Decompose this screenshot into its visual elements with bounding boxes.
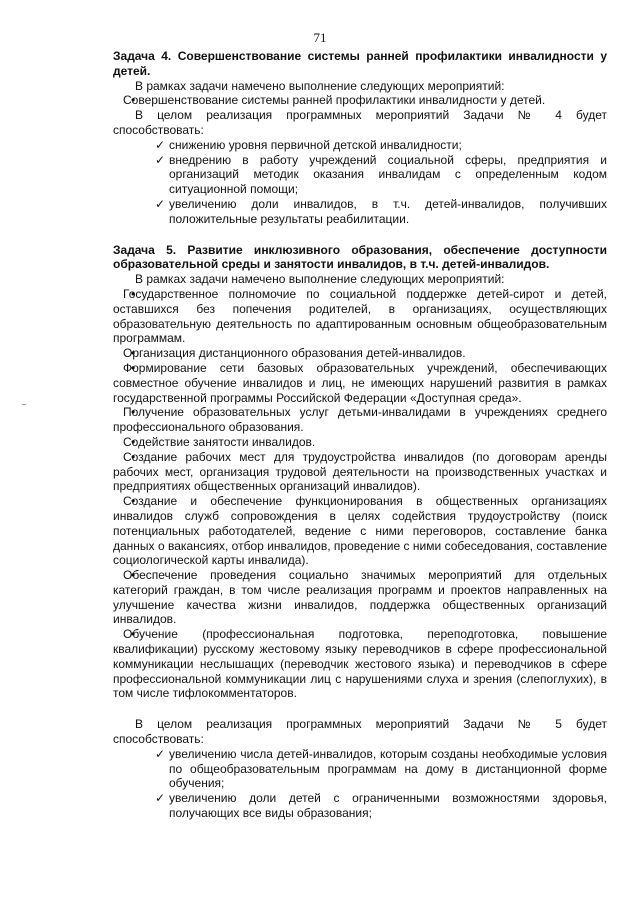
task4-result-line2: способствовать: bbox=[113, 122, 204, 137]
task5-activity-text: Обеспечение проведения социально значимых мероприятий для отдельных категорий граждан, в том числе реализация программ и проектов направленных на улучшение качества жизни инвалидов, поддержка общественных организаций инвалидов. bbox=[113, 568, 607, 627]
task4-result-item bbox=[155, 138, 607, 153]
task5-activity-text: Обучение (профессиональная подготовка, переподготовка, повышение квалификации) русскому жестовому языку переводчиков в сфере профессиональной коммуникации неслышащих (переводчик жестового языка) и переводчиков в сфере профессиональной коммуникации лиц с нарушениями слуха и зрения (слепоглухих), в том числе тифлокомментаторов. bbox=[113, 627, 607, 701]
task4-result-item bbox=[155, 153, 607, 197]
task5-activity bbox=[113, 346, 607, 361]
task5-activity bbox=[113, 405, 607, 435]
task5-activity bbox=[113, 494, 607, 568]
task5-result-line1: В целом реализация программных мероприятий Задачи № 5 будет bbox=[135, 717, 607, 732]
task5-result-text: увеличению числа детей-инвалидов, которым созданы необходимые условия по общеобразовательным программам на дому в дистанционной форме обучения; bbox=[169, 746, 607, 791]
task4-heading: Задача 4. Совершенствование системы ранней профилактики инвалидности у детей. bbox=[113, 49, 607, 78]
task5-result-text: увеличению доли детей с ограниченными возможностями здоровья, получающих все виды образования; bbox=[169, 791, 607, 821]
page-number: 71 bbox=[313, 30, 327, 45]
task5-activity-text: Получение образовательных услуг детьми-инвалидами в учреждениях среднего профессионального образования. bbox=[113, 405, 607, 435]
task5-activity bbox=[113, 450, 607, 494]
task4-result-item bbox=[155, 197, 607, 227]
task4-result-text: снижению уровня первичной детской инвалидности; bbox=[169, 137, 462, 152]
task5-activity-text: Формирование сети базовых образовательных учреждений, обеспечивающих совместное обучение инвалидов и лиц, не имеющих нарушений развития в рамках государственной программы Российской Федерации «Доступная среда». bbox=[113, 360, 607, 405]
task5-activity bbox=[113, 287, 607, 346]
check-icon: ✓ bbox=[155, 791, 166, 806]
task5-activity-text: Содействие занятости инвалидов. bbox=[123, 434, 316, 449]
task4-activity bbox=[113, 93, 607, 108]
task5-activity-text: Создание рабочих мест для трудоустройства инвалидов (по договорам аренды рабочих мест, организация трудовой деятельности на производственных участках и предприятиях общественных организаций инвалидов). bbox=[113, 449, 607, 494]
margin-mark bbox=[22, 404, 26, 405]
spacer bbox=[113, 227, 607, 243]
task5-heading: Задача 5. Развитие инклюзивного образования, обеспечение доступности образовательной среды и занятости инвалидов, в т.ч. детей-инвалидов. bbox=[113, 242, 607, 272]
task4-intro: В рамках задачи намечено выполнение следующих мероприятий: bbox=[135, 78, 505, 93]
task5-result-item bbox=[155, 791, 607, 821]
task5-activity-text: Организация дистанционного образования детей-инвалидов. bbox=[123, 346, 466, 361]
task4-activity-text: Совершенствование системы ранней профилактики инвалидности у детей. bbox=[123, 93, 546, 108]
task5-activity bbox=[113, 568, 607, 627]
task4-result-text: увеличению доли инвалидов, в т.ч. детей-инвалидов, получивших положительные результаты реабилитации. bbox=[169, 196, 607, 226]
task4-result-line1: В целом реализация программных мероприятий Задачи № 4 будет bbox=[135, 108, 607, 123]
task5-activity bbox=[113, 435, 607, 450]
task5-result-item bbox=[155, 747, 607, 791]
check-icon: ✓ bbox=[155, 137, 166, 152]
task5-activity bbox=[113, 627, 607, 701]
task4-result-text: внедрению в работу учреждений социальной сферы, предприятия и организаций методик оказания инвалидам с определенным кодом ситуационной помощи; bbox=[169, 152, 607, 197]
task5-result-line2: способствовать: bbox=[113, 732, 204, 747]
task5-intro: В рамках задачи намечено выполнение следующих мероприятий: bbox=[135, 272, 505, 287]
check-icon: ✓ bbox=[155, 196, 166, 211]
spacer bbox=[113, 701, 607, 717]
task5-activity-text: Создание и обеспечение функционирования в общественных организациях инвалидов служб сопровождения в целях содействия трудоустройству (поиск потенциальных работодателей, ведение с ними переговоров, составление банка данных о вакансиях, отбор инвалидов, проведение с ними собеседования, составление социологической карты инвалида). bbox=[113, 494, 607, 568]
task5-activity bbox=[113, 361, 607, 405]
page-content bbox=[113, 49, 607, 821]
check-icon: ✓ bbox=[155, 152, 166, 167]
task5-activity-text: Государственное полномочие по социальной поддержке детей-сирот и детей, оставшихся без попечения родителей, в организациях, осуществляющих образовательную деятельность по адаптированным основным общеобразовательным программам. bbox=[113, 286, 607, 346]
check-icon: ✓ bbox=[155, 746, 166, 761]
